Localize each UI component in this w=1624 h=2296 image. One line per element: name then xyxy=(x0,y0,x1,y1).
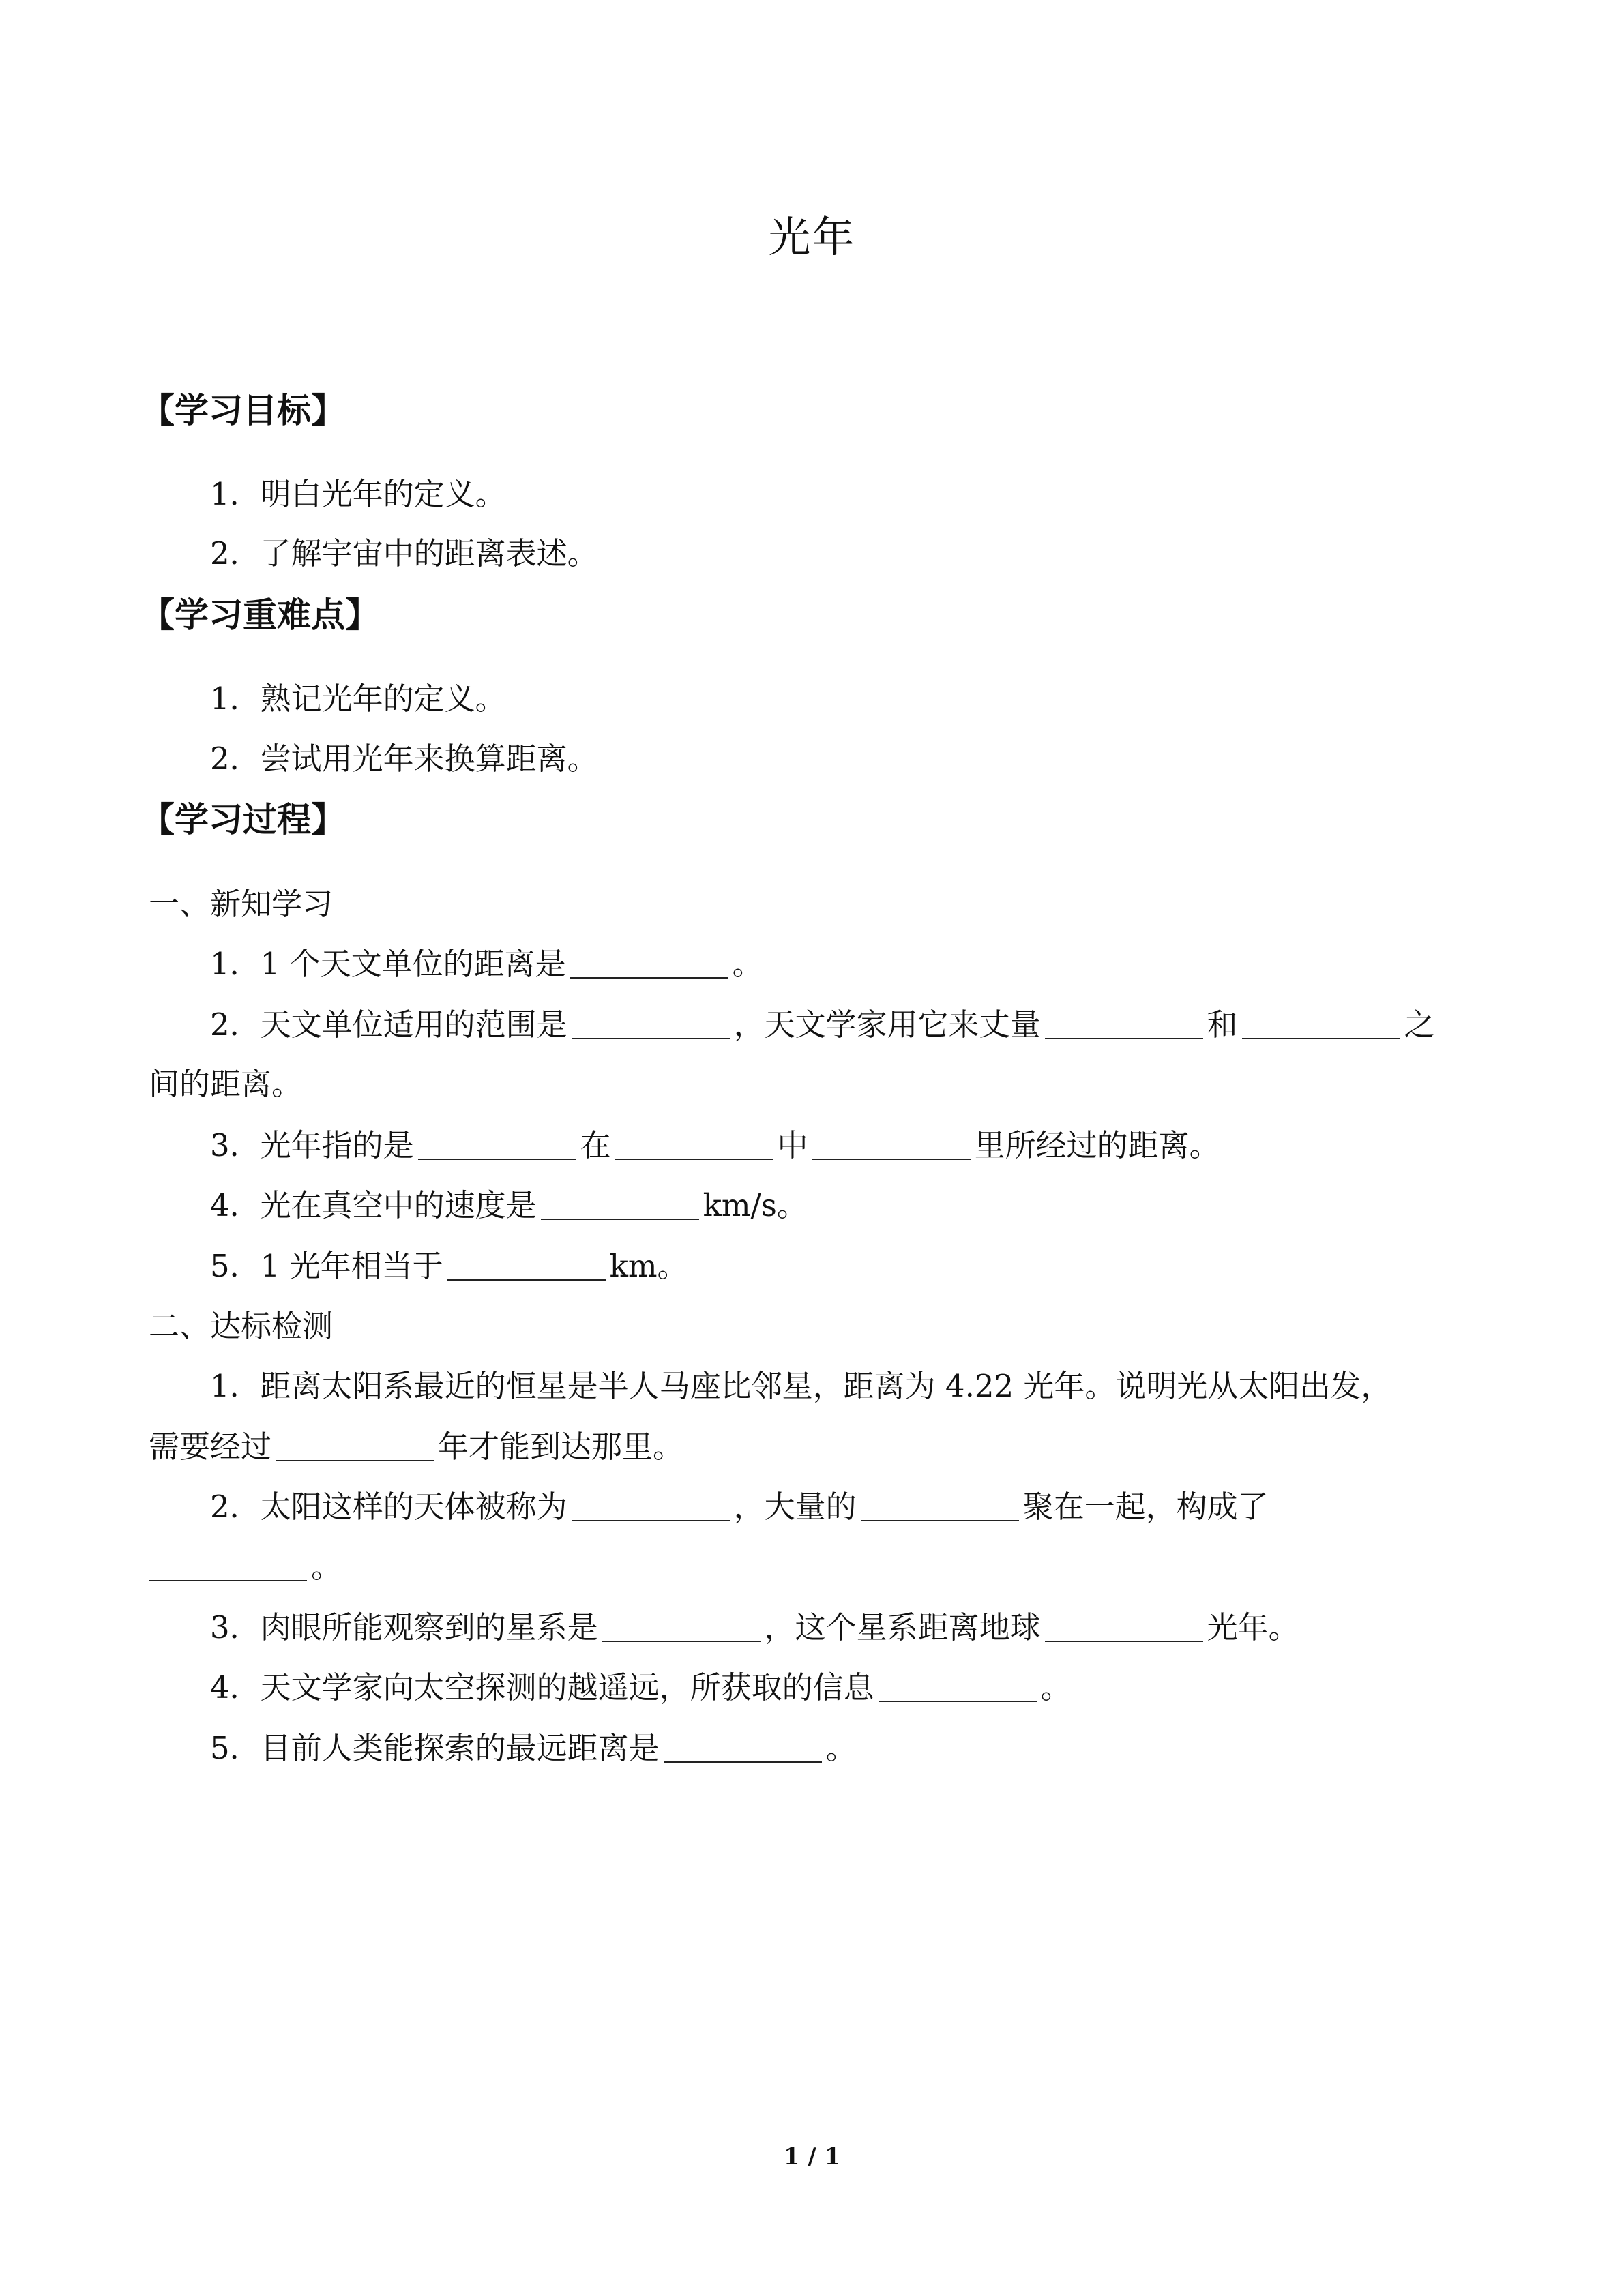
page-title: 光年 xyxy=(768,212,856,262)
answer-blank[interactable] xyxy=(1045,1008,1203,1039)
answer-blank[interactable] xyxy=(861,1490,1019,1521)
answer-blank[interactable] xyxy=(276,1430,434,1461)
answer-blank[interactable] xyxy=(812,1129,971,1160)
answer-blank[interactable] xyxy=(572,1490,730,1521)
part1-question-4: 4．光在真空中的速度是 km/s。 xyxy=(210,1187,808,1223)
goal-item-1: 1．明白光年的定义。 xyxy=(210,476,506,512)
answer-blank[interactable] xyxy=(570,947,728,979)
part2-question-2-continuation: 。 xyxy=(149,1547,342,1587)
answer-blank[interactable] xyxy=(664,1731,822,1763)
answer-blank[interactable] xyxy=(602,1611,761,1642)
part1-question-2: 2．天文单位适用的范围是 ，天文学家用它来丈量 和 之 xyxy=(210,1007,1435,1043)
key-point-item-2: 2．尝试用光年来换算距离。 xyxy=(210,741,598,777)
part1-question-5: 5．1 光年相当于 km。 xyxy=(210,1248,688,1284)
answer-blank[interactable] xyxy=(615,1129,773,1160)
part2-heading: 二、达标检测 xyxy=(149,1308,334,1344)
answer-blank[interactable] xyxy=(541,1189,699,1220)
section-heading-key-points: 【学习重难点】 xyxy=(141,595,379,635)
answer-blank[interactable] xyxy=(879,1671,1037,1702)
page-number: 1 / 1 xyxy=(783,2143,841,2171)
answer-blank[interactable] xyxy=(1045,1611,1203,1642)
part2-question-1: 1．距离太阳系最近的恒星是半人马座比邻星，距离为 4.22 光年。说明光从太阳出发， xyxy=(210,1368,1392,1404)
key-point-item-1: 1．熟记光年的定义。 xyxy=(210,681,506,717)
goal-item-2: 2．了解宇宙中的距离表述。 xyxy=(210,535,598,571)
section-heading-goals: 【学习目标】 xyxy=(141,391,345,430)
part2-question-1-continuation: 需要经过 年才能到达那里。 xyxy=(149,1429,684,1465)
answer-blank[interactable] xyxy=(418,1129,576,1160)
part1-heading: 一、新知学习 xyxy=(149,886,334,922)
part2-question-4: 4．天文学家向太空探测的越遥远，所获取的信息 。 xyxy=(210,1669,1072,1705)
part2-question-5: 5．目前人类能探索的最远距离是 。 xyxy=(210,1730,857,1766)
answer-blank[interactable] xyxy=(447,1249,606,1281)
answer-blank[interactable] xyxy=(572,1008,730,1039)
part2-question-2: 2．太阳这样的天体被称为 ，大量的 聚在一起，构成了 xyxy=(210,1489,1269,1525)
part1-question-2-continuation: 间的距离。 xyxy=(149,1066,303,1102)
section-heading-process: 【学习过程】 xyxy=(141,800,345,839)
answer-blank[interactable] xyxy=(149,1550,307,1581)
part2-question-3: 3．肉眼所能观察到的星系是 ，这个星系距离地球 光年。 xyxy=(210,1609,1299,1645)
part1-question-1: 1．1 个天文单位的距离是 。 xyxy=(210,946,763,982)
answer-blank[interactable] xyxy=(1242,1008,1400,1039)
part1-question-3: 3．光年指的是 在 中 里所经过的距离。 xyxy=(210,1127,1220,1163)
